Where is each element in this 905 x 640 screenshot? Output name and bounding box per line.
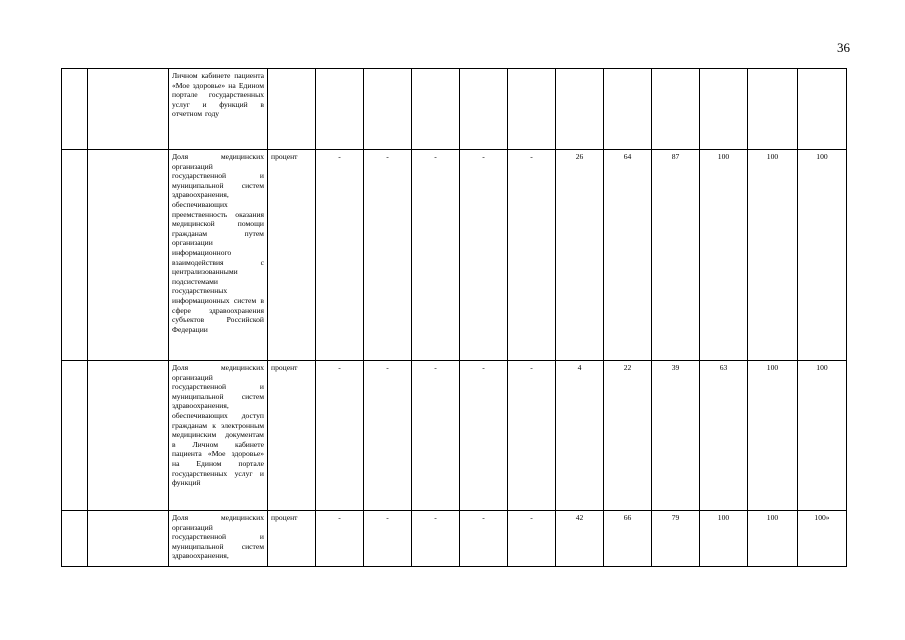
- value-cell: 42: [556, 511, 604, 567]
- row-group-cell: [88, 361, 169, 511]
- value-cell: -: [412, 511, 460, 567]
- unit-cell: процент: [268, 150, 316, 361]
- value-cell: [748, 69, 798, 150]
- value-cell: 26: [556, 150, 604, 361]
- value-cell: 100»: [798, 511, 847, 567]
- value-cell: -: [460, 511, 508, 567]
- table-row: [62, 150, 847, 361]
- value-cell: [316, 69, 364, 150]
- value-cell: 100: [798, 361, 847, 511]
- row-group-cell: [88, 150, 169, 361]
- value-cell: -: [316, 511, 364, 567]
- value-cell: -: [412, 361, 460, 511]
- value-cell: -: [316, 361, 364, 511]
- value-cell: 39: [652, 361, 700, 511]
- value-cell: [652, 69, 700, 150]
- value-cell: -: [460, 361, 508, 511]
- value-cell: 100: [700, 511, 748, 567]
- row-group-cell: [88, 69, 169, 150]
- indicator-description: Личном кабинете пациента «Мое здоровье» на Едином портале государственных услуг и функций в отчетном году: [169, 69, 268, 150]
- row-number-cell: [62, 511, 88, 567]
- value-cell: [798, 69, 847, 150]
- value-cell: 64: [604, 150, 652, 361]
- value-cell: -: [364, 511, 412, 567]
- value-cell: -: [316, 150, 364, 361]
- value-cell: 66: [604, 511, 652, 567]
- value-cell: [364, 69, 412, 150]
- value-cell: -: [508, 511, 556, 567]
- value-cell: 87: [652, 150, 700, 361]
- value-cell: -: [364, 361, 412, 511]
- value-cell: 100: [748, 150, 798, 361]
- value-cell: -: [460, 150, 508, 361]
- value-cell: -: [412, 150, 460, 361]
- row-number-cell: [62, 361, 88, 511]
- indicator-description: Доля медицинских организаций государственной и муниципальной систем здравоохранения, обеспечивающих преемственность оказания медицинской помощи гражданам путем организации информационного взаимодействия с централизованными подсистемами государственных информационных систем в сфере здравоохранения субъектов Российской Федерации: [169, 150, 268, 361]
- value-cell: 4: [556, 361, 604, 511]
- value-cell: [604, 69, 652, 150]
- value-cell: -: [364, 150, 412, 361]
- value-cell: 100: [748, 511, 798, 567]
- unit-cell: процент: [268, 511, 316, 567]
- value-cell: 100: [748, 361, 798, 511]
- row-group-cell: [88, 511, 169, 567]
- table-row: [62, 69, 847, 150]
- value-cell: 100: [700, 150, 748, 361]
- indicator-description: Доля медицинских организаций государственной и муниципальной систем здравоохранения, обеспечивающих доступ гражданам к электронным медицинским документам в Личном кабинете пациента «Мое здоровье» на Едином портале государственных услуг и функций: [169, 361, 268, 511]
- value-cell: -: [508, 361, 556, 511]
- value-cell: 22: [604, 361, 652, 511]
- unit-cell: [268, 69, 316, 150]
- value-cell: [700, 69, 748, 150]
- value-cell: 79: [652, 511, 700, 567]
- row-number-cell: [62, 150, 88, 361]
- value-cell: [460, 69, 508, 150]
- table-row: [62, 511, 847, 567]
- value-cell: -: [508, 150, 556, 361]
- value-cell: 63: [700, 361, 748, 511]
- value-cell: [508, 69, 556, 150]
- indicators-table: [61, 68, 847, 567]
- value-cell: 100: [798, 150, 847, 361]
- unit-cell: процент: [268, 361, 316, 511]
- value-cell: [412, 69, 460, 150]
- page-number: 36: [837, 40, 850, 55]
- value-cell: [556, 69, 604, 150]
- table-row: [62, 361, 847, 511]
- indicator-description: Доля медицинских организаций государственной и муниципальной систем здравоохранения,: [169, 511, 268, 567]
- row-number-cell: [62, 69, 88, 150]
